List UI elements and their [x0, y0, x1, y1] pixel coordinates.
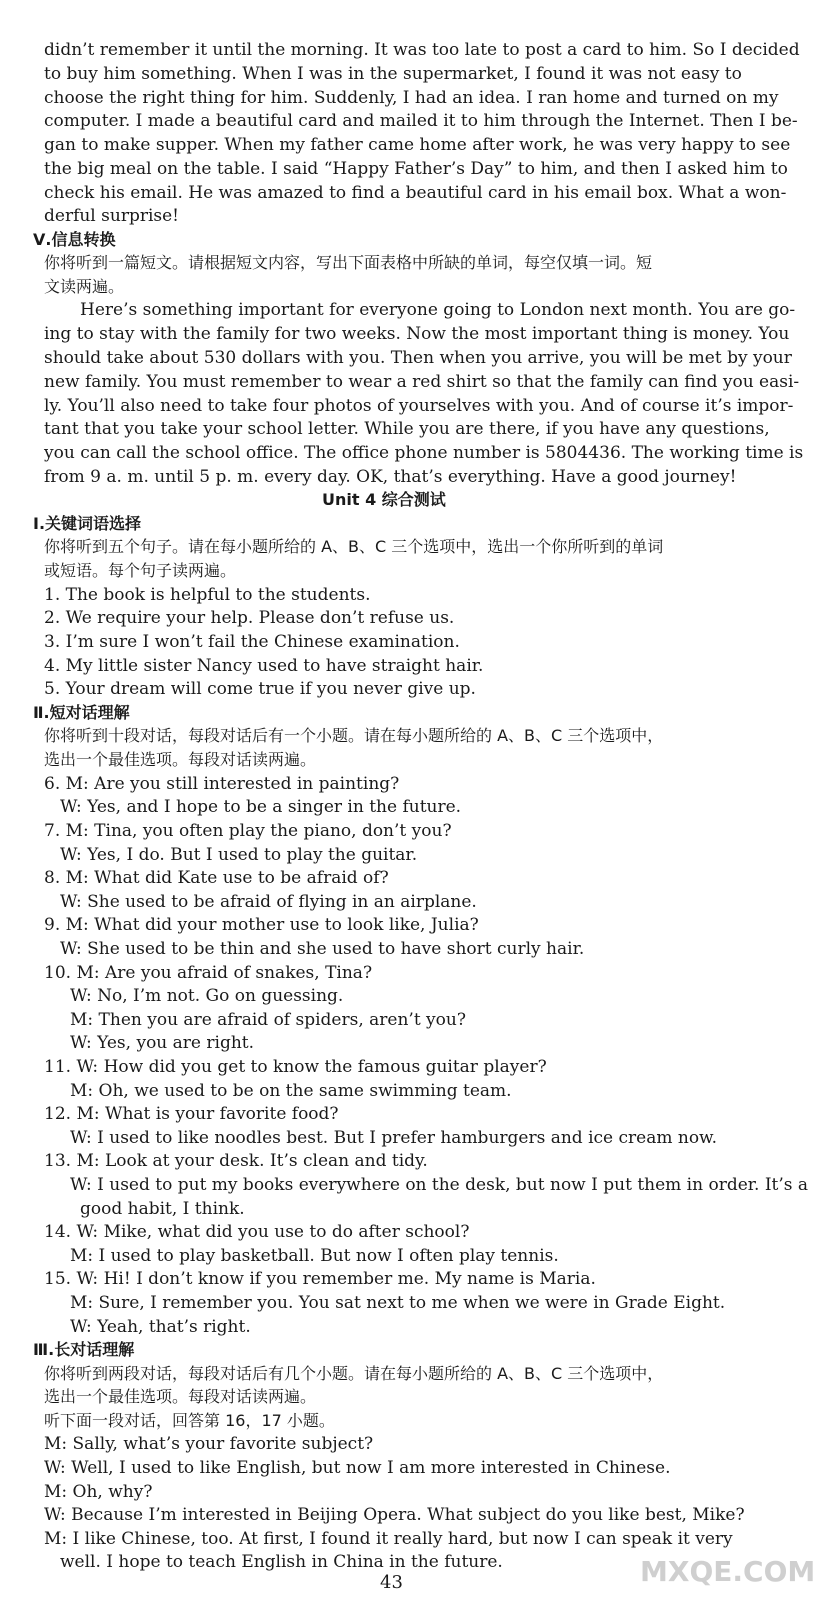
- text-line: W: Yes, I do. But I used to play the guitar.: [60, 845, 418, 865]
- text-line: 12. M: What is your favorite food?: [44, 1104, 339, 1124]
- text-line: 6. M: Are you still interested in painting?: [44, 774, 400, 794]
- text-line: computer. I made a beautiful card and mailed it to him through the Internet. Then I be-: [44, 111, 798, 131]
- text-line: derful surprise!: [44, 206, 180, 226]
- text-line: W: She used to be thin and she used to have short curly hair.: [60, 939, 585, 959]
- text-line: M: I like Chinese, too. At first, I found it really hard, but now I can speak it very: [44, 1529, 733, 1549]
- text-line: M: Sure, I remember you. You sat next to me when we were in Grade Eight.: [70, 1293, 726, 1313]
- text-line: good habit, I think.: [80, 1199, 245, 1219]
- text-line: W: I used to put my books everywhere on the desk, but now I put them in order. It’s a: [70, 1175, 809, 1195]
- unit-title: Unit 4 综合测试: [322, 490, 446, 509]
- text-line: 你将听到五个句子。请在每小题所给的 A、B、C 三个选项中，选出一个你所听到的单词: [44, 537, 664, 556]
- text-line: 选出一个最佳选项。每段对话读两遍。: [44, 1387, 317, 1406]
- text-line: 你将听到两段对话，每段对话后有几个小题。请在每小题所给的 A、B、C 三个选项中，: [44, 1364, 664, 1383]
- watermark: MXQE.COM: [640, 1555, 815, 1588]
- text-line: M: Then you are afraid of spiders, aren’t you?: [70, 1010, 466, 1030]
- text-line: 14. W: Mike, what did you use to do after school?: [44, 1222, 470, 1242]
- text-line: 3. I’m sure I won’t fail the Chinese examination.: [44, 632, 460, 652]
- text-line: W: Yes, and I hope to be a singer in the future.: [60, 797, 462, 817]
- text-line: you can call the school office. The office phone number is 5804436. The working time is: [44, 443, 804, 463]
- text-line: Here’s something important for everyone going to London next month. You are go-: [80, 300, 796, 320]
- text-line: to buy him something. When I was in the supermarket, I found it was not easy to: [44, 64, 742, 84]
- text-line: check his email. He was amazed to find a beautiful card in his email box. What a won-: [44, 183, 787, 203]
- text-line: tant that you take your school letter. While you are there, if you have any questions,: [44, 419, 770, 439]
- text-line: didn’t remember it until the morning. It was too late to post a card to him. So I decided: [44, 40, 800, 60]
- text-line: 7. M: Tina, you often play the piano, don’t you?: [44, 821, 452, 841]
- text-line: choose the right thing for him. Suddenly, I had an idea. I ran home and turned on my: [44, 88, 779, 108]
- text-line: 9. M: What did your mother use to look like, Julia?: [44, 915, 479, 935]
- text-line: 2. We require your help. Please don’t refuse us.: [44, 608, 455, 628]
- text-line: M: I used to play basketball. But now I often play tennis.: [70, 1246, 559, 1266]
- text-line: M: Sally, what’s your favorite subject?: [44, 1434, 374, 1454]
- text-line: W: Because I’m interested in Beijing Opera. What subject do you like best, Mike?: [44, 1505, 745, 1525]
- text-line: 11. W: How did you get to know the famous guitar player?: [44, 1057, 547, 1077]
- text-line: W: I used to like noodles best. But I prefer hamburgers and ice cream now.: [70, 1128, 717, 1148]
- text-line: 15. W: Hi! I don’t know if you remember me. My name is Maria.: [44, 1269, 596, 1289]
- text-line: W: Yeah, that’s right.: [70, 1317, 251, 1337]
- section-heading: Ⅴ.信息转换: [33, 230, 116, 249]
- text-line: 5. Your dream will come true if you never give up.: [44, 679, 476, 699]
- text-line: the big meal on the table. I said “Happy Father’s Day” to him, and then I asked him to: [44, 159, 788, 179]
- text-line: M: Oh, why?: [44, 1482, 153, 1502]
- text-line: 听下面一段对话，回答第 16，17 小题。: [44, 1411, 335, 1430]
- text-line: ing to stay with the family for two weeks. Now the most important thing is money. You: [44, 324, 790, 344]
- text-line: ly. You’ll also need to take four photos of yourselves with you. And of course it’s impor-: [44, 396, 794, 416]
- text-line: M: Oh, we used to be on the same swimming team.: [70, 1081, 512, 1101]
- text-line: W: Well, I used to like English, but now I am more interested in Chinese.: [44, 1458, 671, 1478]
- text-line: 或短语。每个句子读两遍。: [44, 561, 237, 580]
- text-line: 8. M: What did Kate use to be afraid of?: [44, 868, 389, 888]
- text-line: 文读两遍。: [44, 277, 125, 296]
- text-line: 10. M: Are you afraid of snakes, Tina?: [44, 963, 373, 983]
- text-line: W: Yes, you are right.: [70, 1033, 255, 1053]
- text-line: 你将听到十段对话，每段对话后有一个小题。请在每小题所给的 A、B、C 三个选项中，: [44, 726, 664, 745]
- text-line: W: No, I’m not. Go on guessing.: [70, 986, 344, 1006]
- text-line: from 9 a. m. until 5 p. m. every day. OK, that’s everything. Have a good journey!: [44, 467, 737, 487]
- text-line: 你将听到一篇短文。请根据短文内容，写出下面表格中所缺的单词，每空仅填一词。短: [44, 253, 653, 272]
- text-line: 13. M: Look at your desk. It’s clean and tidy.: [44, 1151, 428, 1171]
- text-line: gan to make supper. When my father came home after work, he was very happy to see: [44, 135, 791, 155]
- text-line: should take about 530 dollars with you. Then when you arrive, you will be met by your: [44, 348, 792, 368]
- page-number: 43: [380, 1572, 403, 1593]
- section-heading: Ⅱ.短对话理解: [33, 703, 130, 722]
- text-line: well. I hope to teach English in China in the future.: [60, 1552, 503, 1572]
- text-line: new family. You must remember to wear a red shirt so that the family can find you easi-: [44, 372, 800, 392]
- text-line: W: She used to be afraid of flying in an airplane.: [60, 892, 477, 912]
- text-line: 4. My little sister Nancy used to have straight hair.: [44, 656, 484, 676]
- text-line: 选出一个最佳选项。每段对话读两遍。: [44, 750, 317, 769]
- text-line: 1. The book is helpful to the students.: [44, 585, 371, 605]
- section-heading: Ⅰ.关键词语选择: [33, 514, 142, 533]
- section-heading: Ⅲ.长对话理解: [33, 1340, 135, 1359]
